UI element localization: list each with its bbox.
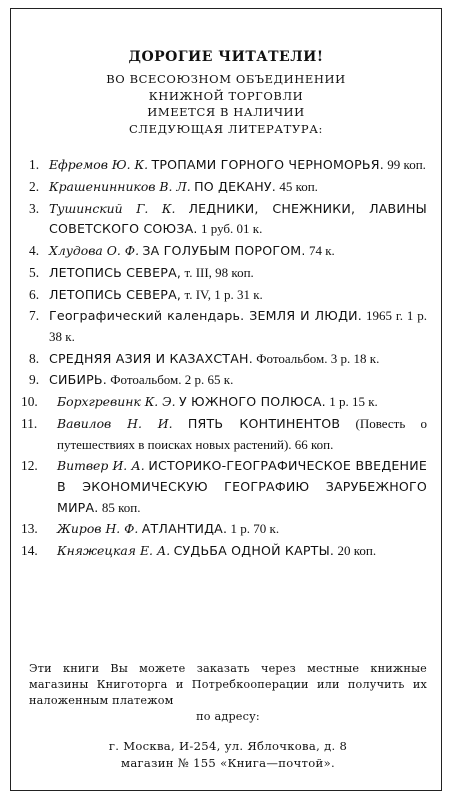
book-info: 85 коп.: [101, 499, 141, 515]
item-number: 9.: [29, 372, 40, 388]
order-info-text: Эти книги Вы можете заказать через местные книжные магазины Книготорга и Потребкооперации или получить их наложенным платежом: [29, 662, 427, 707]
item-number: 11.: [21, 416, 38, 431]
address-line: г. Москва, И-254, ул. Яблочкова, д. 8: [108, 739, 348, 753]
book-info: 1 р. 15 к.: [329, 394, 378, 410]
book-author: Борхгревинк К. Э.: [57, 394, 176, 410]
item-number: 3.: [29, 200, 40, 216]
book-title: Географический календарь. ЗЕМЛЯ И ЛЮДИ.: [49, 308, 362, 324]
order-info: [29, 661, 427, 725]
book-title: ИСТОРИКО-ГЕОГРАФИЧЕСКОЕ ВВЕДЕНИЕ В ЭКОНОМИЧЕСКУЮ ГЕОГРАФИЮ ЗАРУБЕЖНОГО МИРА.: [57, 458, 427, 515]
list-item: [21, 392, 427, 413]
book-info: 1 руб. 01 к.: [201, 221, 263, 237]
book-author: Княжецкая Е. А.: [57, 543, 171, 559]
book-author: Жиров Н. Ф.: [57, 521, 139, 537]
book-title: АТЛАНТИДА.: [141, 521, 228, 537]
list-item: [29, 285, 427, 306]
item-number: 8.: [29, 350, 40, 366]
list-item: [29, 199, 427, 240]
advertisement-frame: [10, 8, 442, 791]
book-title: ЛЕТОПИСЬ СЕВЕРА,: [49, 264, 182, 280]
item-number: 2.: [29, 178, 40, 194]
item-number: 5.: [29, 264, 40, 280]
book-title: ЛЕДНИКИ, СНЕЖНИКИ, ЛАВИНЫ СОВЕТСКОГО СОЮЗА.: [49, 200, 427, 237]
item-number: 4.: [29, 242, 40, 258]
page-title: ДОРОГИЕ ЧИТАТЕЛИ!: [128, 49, 324, 65]
book-author: Витвер И. А.: [57, 458, 145, 474]
list-item: [29, 370, 427, 391]
item-number: 12.: [21, 458, 38, 474]
subheading-line: ВО ВСЕСОЮЗНОМ ОБЪЕДИНЕНИИ: [106, 72, 346, 86]
book-info: 1 р. 70 к.: [230, 521, 280, 537]
book-author: Хлудова О. Ф.: [49, 242, 140, 258]
item-number: 7.: [29, 308, 40, 324]
list-item: [29, 306, 427, 347]
list-item: [29, 177, 427, 198]
book-info: т. IV, 1 р. 31 к.: [184, 286, 263, 302]
book-author: Вавилов Н. И.: [57, 416, 173, 431]
book-list: [21, 155, 427, 563]
list-item: [21, 541, 427, 562]
book-author: Ефремов Ю. К.: [49, 157, 149, 172]
list-item: [29, 241, 427, 262]
book-info: Фотоальбом. 2 р. 65 к.: [110, 372, 234, 388]
book-info: 74 к.: [308, 242, 335, 258]
address-line: магазин № 155 «Книга—почтой».: [121, 755, 335, 770]
book-author: Крашенинников В. Л.: [49, 178, 191, 194]
subheading: [11, 71, 441, 137]
book-author: Тушинский Г. К.: [49, 200, 176, 216]
list-item: [29, 155, 427, 176]
store-address: [29, 738, 427, 771]
list-item: [29, 263, 427, 284]
book-title: СРЕДНЯЯ АЗИЯ И КАЗАХСТАН.: [49, 350, 253, 366]
list-item: [29, 349, 427, 370]
list-item: [21, 456, 427, 518]
book-info: 45 коп.: [279, 178, 318, 194]
book-title: У ЮЖНОГО ПОЛЮСА.: [178, 394, 326, 410]
list-item: [21, 414, 427, 455]
book-title: ТРОПАМИ ГОРНОГО ЧЕРНОМОРЬЯ.: [151, 157, 384, 172]
book-title: СИБИРЬ.: [49, 372, 107, 388]
book-title: ПЯТЬ КОНТИНЕНТОВ: [187, 416, 341, 431]
book-title: ЗА ГОЛУБЫМ ПОРОГОМ.: [142, 242, 306, 258]
subheading-line: КНИЖНОЙ ТОРГОВЛИ: [148, 88, 304, 103]
item-number: 14.: [21, 543, 38, 559]
book-info: 20 коп.: [337, 543, 377, 559]
book-info: (Повесть о путешествиях в поисках новых растений). 66 коп.: [57, 416, 427, 452]
book-info: т. III, 98 коп.: [184, 264, 254, 280]
list-item: [21, 519, 427, 540]
subheading-line: СЛЕДУЮЩАЯ ЛИТЕРАТУРА:: [129, 121, 323, 136]
item-number: 6.: [29, 286, 40, 302]
item-number: 1.: [29, 157, 40, 172]
book-info: Фотоальбом. 3 р. 18 к.: [256, 350, 380, 366]
book-info: 1965 г. 1 р. 38 к.: [49, 308, 427, 344]
subheading-line: ИМЕЕТСЯ В НАЛИЧИИ: [147, 105, 305, 119]
book-title: ЛЕТОПИСЬ СЕВЕРА,: [49, 286, 182, 302]
book-info: 99 коп.: [387, 157, 426, 172]
item-number: 13.: [21, 521, 38, 537]
item-number: 10.: [21, 394, 38, 410]
order-info-tail: по адресу:: [196, 710, 260, 723]
book-title: СУДЬБА ОДНОЙ КАРТЫ.: [173, 543, 335, 559]
book-title: ПО ДЕКАНУ.: [194, 178, 276, 194]
